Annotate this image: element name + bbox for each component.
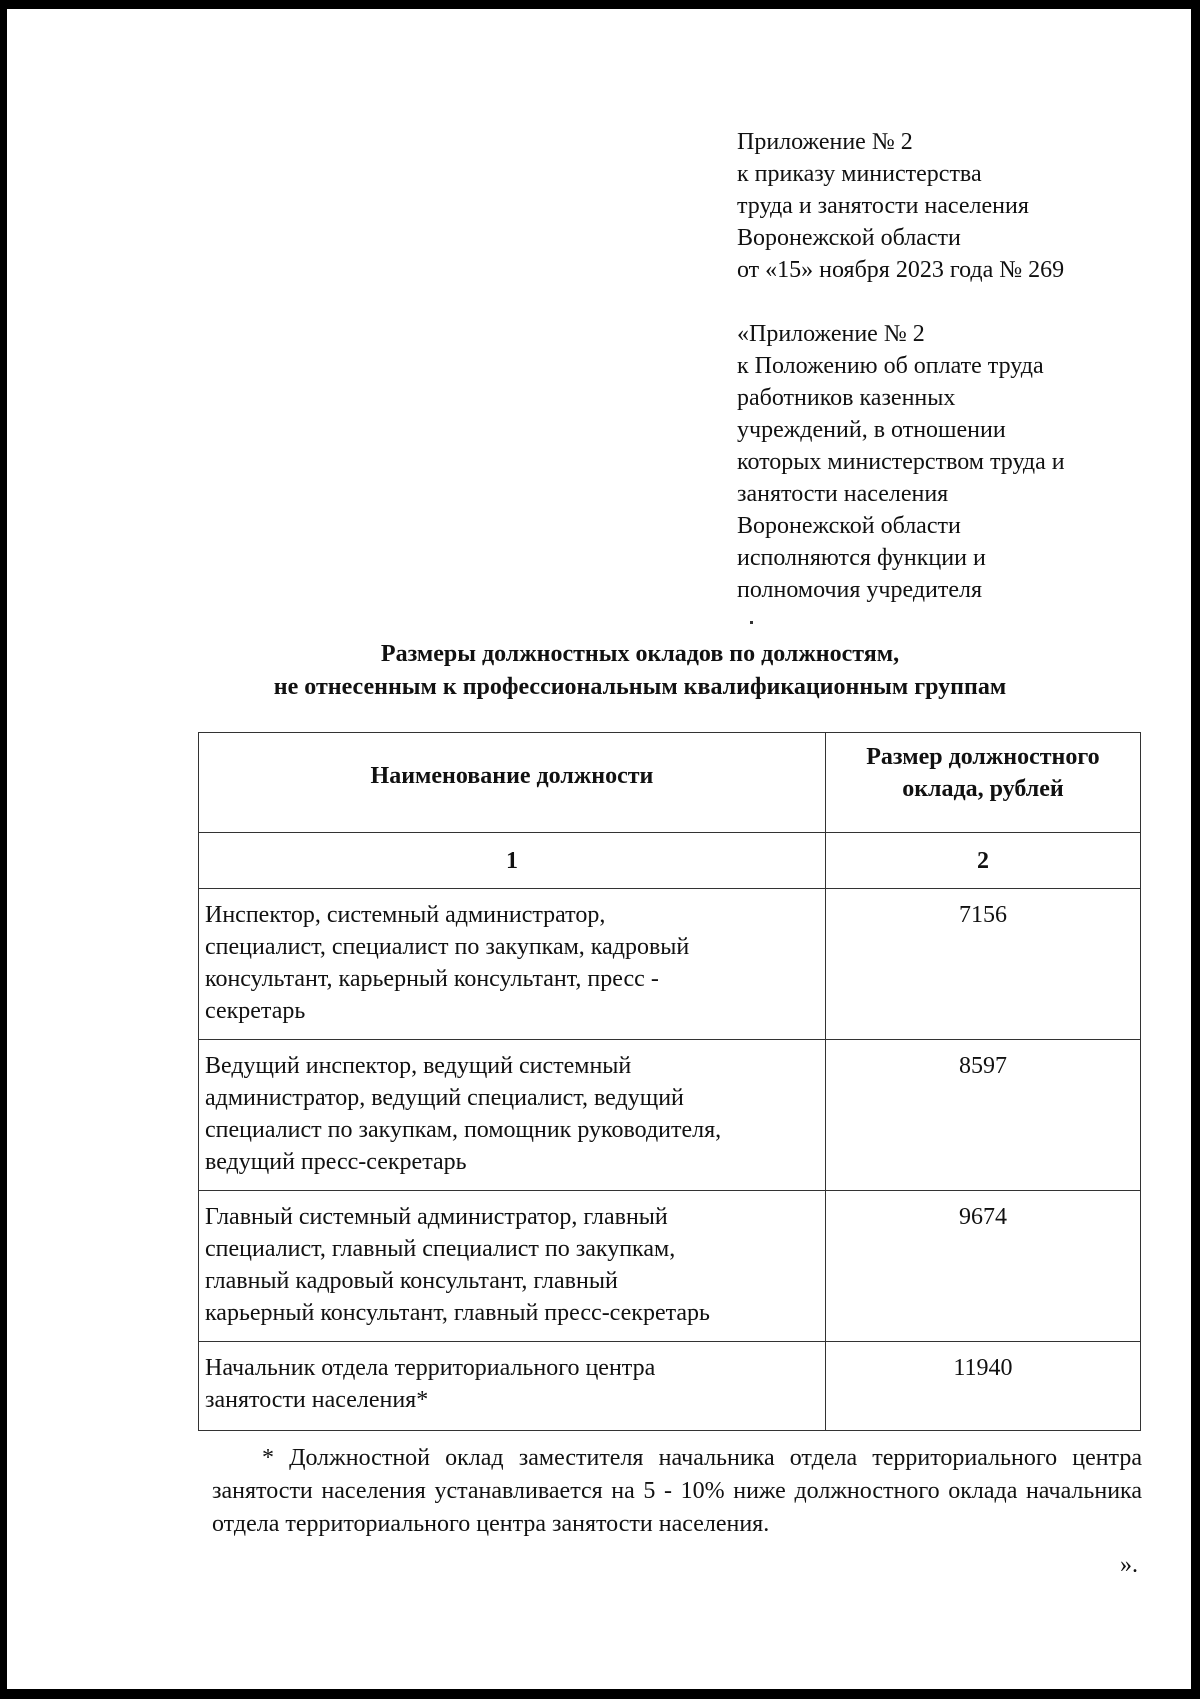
header-line: исполняются функции и xyxy=(737,545,986,571)
salary-cell: 9674 xyxy=(825,1191,1140,1342)
header-line: учреждений, в отношении xyxy=(737,417,1006,443)
title-line-1: Размеры должностных окладов по должностям, xyxy=(380,641,900,667)
column-header-salary-line2: оклада, рублей xyxy=(902,776,1064,802)
header-line: занятости населения xyxy=(737,481,949,507)
position-line: Инспектор, системный администратор, xyxy=(205,902,606,928)
table-row xyxy=(199,1040,1141,1191)
position-line: главный кадровый консультант, главный xyxy=(205,1268,618,1294)
column-number: 2 xyxy=(825,833,1140,889)
position-line: специалист по закупкам, помощник руководителя, xyxy=(205,1117,722,1143)
footnote: * Должностной оклад заместителя начальника отдела территориального центра занятости населения устанавливается на 5 - 10% ниже должностного оклада начальника отдела территориального центра занятости населения. xyxy=(212,1445,1142,1537)
closing-quote: ». xyxy=(1120,1552,1138,1578)
position-line: Ведущий инспектор, ведущий системный xyxy=(205,1053,632,1079)
position-line: секретарь xyxy=(205,998,306,1024)
position-line: специалист, главный специалист по закупкам, xyxy=(205,1236,676,1262)
position-line: карьерный консультант, главный пресс-секретарь xyxy=(205,1300,710,1326)
position-line: Главный системный администратор, главный xyxy=(205,1204,668,1230)
position-line: занятости населения* xyxy=(205,1387,429,1413)
column-number-row xyxy=(199,833,1141,889)
position-line: консультант, карьерный консультант, пресс - xyxy=(205,966,659,992)
appendix-regulation-header xyxy=(737,318,1065,606)
position-name-cell xyxy=(199,1342,826,1431)
position-line: Начальник отдела территориального центра xyxy=(205,1355,656,1381)
header-line: «Приложение № 2 xyxy=(737,321,925,347)
position-name-cell xyxy=(199,889,826,1040)
scan-speck xyxy=(750,621,753,624)
header-line: к приказу министерства xyxy=(737,161,982,187)
header-line: Воронежской области xyxy=(737,225,961,251)
table-row xyxy=(199,1191,1141,1342)
column-header-position: Наименование должности xyxy=(199,733,826,833)
column-number: 1 xyxy=(199,833,826,889)
position-name-cell xyxy=(199,1191,826,1342)
table-row xyxy=(199,1342,1141,1431)
salary-cell: 11940 xyxy=(825,1342,1140,1431)
position-line: специалист, специалист по закупкам, кадровый xyxy=(205,934,690,960)
position-line: администратор, ведущий специалист, ведущий xyxy=(205,1085,684,1111)
salary-cell: 8597 xyxy=(825,1040,1140,1191)
salary-table xyxy=(198,732,1141,1431)
header-line: полномочия учредителя xyxy=(737,577,983,603)
header-line: от «15» ноября 2023 года № 269 xyxy=(737,257,1065,283)
document-title xyxy=(140,638,1140,704)
column-header-salary-line1: Размер должностного xyxy=(866,744,1100,770)
position-name-cell xyxy=(199,1040,826,1191)
header-line: работников казенных xyxy=(737,385,956,411)
column-header-salary xyxy=(825,733,1140,833)
header-line: которых министерством труда и xyxy=(737,449,1065,475)
header-line: труда и занятости населения xyxy=(737,193,1029,219)
salary-cell: 7156 xyxy=(825,889,1140,1040)
header-line: к Положению об оплате труда xyxy=(737,353,1044,379)
table-header-row xyxy=(199,733,1141,833)
header-line: Воронежской области xyxy=(737,513,961,539)
position-line: ведущий пресс-секретарь xyxy=(205,1149,467,1175)
title-line-2: не отнесенным к профессиональным квалификационным группам xyxy=(273,674,1007,700)
table-row xyxy=(199,889,1141,1040)
header-line: Приложение № 2 xyxy=(737,129,913,155)
appendix-order-header xyxy=(737,126,1064,286)
